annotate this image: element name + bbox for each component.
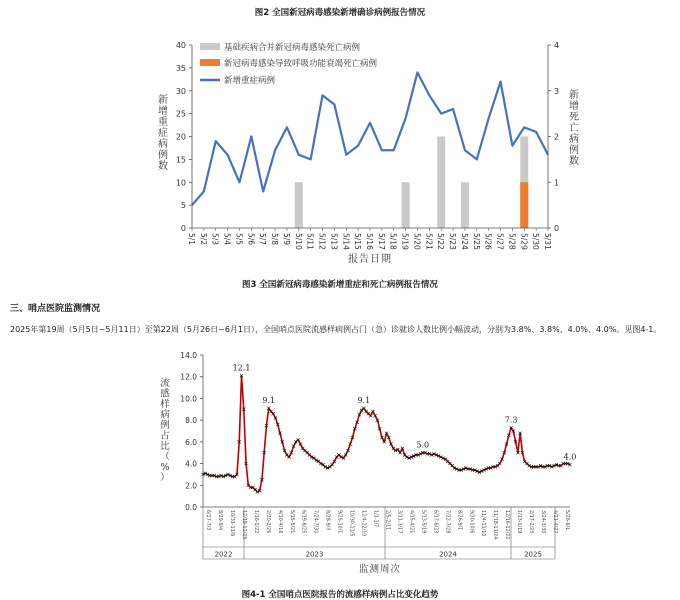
week-tick-label: 8/26-9/1 xyxy=(456,510,462,531)
body-paragraph: 2025年第19周（5月5日~5月11日）至第22周（5月26日~6月1日），全国哨点医院流感样病例占门（急）诊就诊人数比例小幅波动，分别为3.8%、3.8%、4.0%、4.0%。见图4-1。 xyxy=(10,325,662,334)
x-tick-label: 5/8 xyxy=(270,233,280,246)
x-title: 监测周次 xyxy=(358,564,402,575)
figure4-caption: 图4-1 全国哨点医院报告的流感样病例占比变化趋势 xyxy=(241,590,439,600)
figure3-caption: 图3 全国新冠病毒感染新增重症和死亡病例报告情况 xyxy=(242,280,438,290)
week-tick-label: 8/28-9/3 xyxy=(324,510,330,531)
week-tick-label: 2/17-2/23 xyxy=(528,510,534,534)
svg-text:亡: 亡 xyxy=(569,123,579,134)
x-tick-label: 5/9 xyxy=(281,233,291,246)
week-tick-label: 5/15-5/21 xyxy=(288,510,294,534)
x-tick-label: 5/11 xyxy=(305,233,315,250)
y-left-tick-label: 0 xyxy=(180,224,186,233)
svg-text:）: ） xyxy=(160,472,170,484)
week-tick-label: 4/10-4/16 xyxy=(276,510,282,534)
week-tick-label: 4/21-4/27 xyxy=(552,510,558,534)
week-tick-label: 2/5-2/11 xyxy=(384,510,390,531)
svg-text:感: 感 xyxy=(160,388,170,400)
week-tick-label: 11/18-11/24 xyxy=(492,510,498,540)
y-tick-label: 6.0 xyxy=(185,437,197,447)
week-tick-label: 12/4-12/10 xyxy=(360,510,366,537)
svg-text:比: 比 xyxy=(160,441,170,452)
svg-text:新冠病毒感染导致呼吸功能衰竭死亡病例: 新冠病毒感染导致呼吸功能衰竭死亡病例 xyxy=(224,59,378,69)
x-tick-label: 5/29 xyxy=(519,233,529,250)
y-left-tick-label: 35 xyxy=(175,63,186,73)
x-tick-label: 5/27 xyxy=(495,233,505,250)
svg-text:样: 样 xyxy=(160,399,170,410)
y-left-tick-label: 10 xyxy=(175,178,186,188)
year-label: 2024 xyxy=(439,550,457,559)
peak-annotation: 4.0 xyxy=(563,452,577,462)
x-tick-label: 5/16 xyxy=(365,233,374,250)
svg-text:数: 数 xyxy=(158,161,168,172)
week-tick-label: 3/11-3/17 xyxy=(396,510,402,534)
svg-text:病: 病 xyxy=(158,139,168,150)
x-tick-label: 5/25 xyxy=(471,233,481,250)
svg-text:新增重症病例: 新增重症病例 xyxy=(224,76,276,86)
figure2-caption: 图2 全国新冠病毒感染新增确诊病例报告情况 xyxy=(254,8,426,18)
x-tick-label: 5/5 xyxy=(234,233,244,246)
x-tick-label: 5/17 xyxy=(376,233,386,250)
week-tick-label: 10/30-11/5 xyxy=(348,510,354,537)
y-right-tick-label: 0 xyxy=(554,224,560,233)
week-tick-label: 1/13-1/19 xyxy=(516,510,522,534)
y-tick-label: 10.0 xyxy=(180,394,197,404)
peak-annotation: 7.3 xyxy=(504,415,518,425)
week-tick-label: 3/24-3/30 xyxy=(540,510,546,534)
peak-annotation: 9.1 xyxy=(262,396,276,406)
svg-text:增: 增 xyxy=(158,106,168,117)
y-left-tick-label: 5 xyxy=(180,201,186,211)
svg-text:（: （ xyxy=(160,451,170,463)
svg-text:新: 新 xyxy=(158,95,168,106)
y-tick-label: 2.0 xyxy=(185,481,197,491)
week-tick-label: 7/24-7/30 xyxy=(312,510,318,534)
x-tick-label: 5/21 xyxy=(424,233,434,250)
week-tick-label: 9/30-10/6 xyxy=(468,510,474,534)
y-left-tick-label: 25 xyxy=(175,109,186,119)
week-tick-label: 4/15-4/21 xyxy=(408,510,414,534)
year-label: 2022 xyxy=(214,550,233,559)
week-tick-label: 2/20-2/26 xyxy=(264,510,270,534)
x-tick-label: 5/4 xyxy=(222,233,232,246)
x-tick-label: 5/30 xyxy=(531,233,541,250)
year-label: 2025 xyxy=(524,550,542,559)
svg-text:病: 病 xyxy=(569,134,579,145)
x-tick-label: 5/28 xyxy=(507,233,517,250)
week-tick-label: 1/1-1/7 xyxy=(372,510,378,528)
y-tick-label: 8.0 xyxy=(185,416,197,426)
svg-text:例: 例 xyxy=(160,420,170,431)
x-tick-label: 5/22 xyxy=(436,233,446,250)
x-tick-label: 5/2 xyxy=(198,233,208,246)
y-tick-label: 12.0 xyxy=(180,372,197,382)
week-tick-label: 6/17-6/23 xyxy=(432,510,438,534)
y-left-tick-label: 30 xyxy=(175,86,186,96)
week-tick-label: 12/16-12/22 xyxy=(504,510,510,540)
x-tick-label: 5/20 xyxy=(412,233,422,250)
y-tick-label: 4.0 xyxy=(185,459,197,469)
y-left-tick-label: 20 xyxy=(175,132,186,142)
svg-text:%: % xyxy=(160,462,170,473)
y-right-tick-label: 2 xyxy=(554,132,560,142)
svg-text:数: 数 xyxy=(569,156,579,167)
svg-text:症: 症 xyxy=(158,128,168,139)
week-tick-label: 8/29-9/4 xyxy=(216,510,222,531)
week-tick-label: 5/13-5/19 xyxy=(420,510,426,534)
week-tick-label: 5/26-6/1 xyxy=(564,510,569,531)
y-left-tick-label: 40 xyxy=(175,41,186,50)
x-tick-label: 5/31 xyxy=(543,233,552,250)
week-tick-label: 12/19-12/25 xyxy=(240,510,246,540)
y-right-tick-label: 4 xyxy=(554,41,560,50)
y-left-tick-label: 15 xyxy=(175,155,186,165)
peak-annotation: 9.1 xyxy=(357,396,371,406)
svg-text:基础疾病合并新冠病毒感染死亡病例: 基础疾病合并新冠病毒感染死亡病例 xyxy=(224,43,361,53)
x-tick-label: 5/7 xyxy=(258,233,268,246)
peak-annotation: 12.1 xyxy=(232,363,251,373)
x-tick-label: 5/23 xyxy=(448,233,458,250)
svg-text:占: 占 xyxy=(160,430,170,442)
y-tick-label: 0.0 xyxy=(185,503,197,512)
x-tick-label: 5/24 xyxy=(459,233,469,250)
x-tick-label: 5/18 xyxy=(388,233,398,250)
x-tick-label: 5/19 xyxy=(400,233,410,250)
svg-text:流: 流 xyxy=(160,378,170,389)
x-tick-label: 5/1 xyxy=(187,233,196,246)
svg-text:例: 例 xyxy=(158,150,168,161)
x-tick-label: 5/3 xyxy=(210,233,220,246)
svg-text:例: 例 xyxy=(569,145,579,156)
series-line-ili xyxy=(203,376,570,492)
week-tick-label: 11/4-11/10 xyxy=(480,510,486,537)
y-title xyxy=(160,377,170,484)
year-label: 2023 xyxy=(305,550,324,559)
svg-text:增: 增 xyxy=(569,101,579,112)
svg-text:死: 死 xyxy=(569,112,579,123)
y-right-tick-label: 3 xyxy=(554,86,560,96)
x-tick-label: 5/15 xyxy=(353,233,363,250)
week-tick-label: 1/16-1/22 xyxy=(252,510,258,534)
x-tick-label: 5/10 xyxy=(293,233,303,250)
y-right-tick-label: 1 xyxy=(554,178,560,188)
x-tick-label: 5/13 xyxy=(329,233,339,250)
x-tick-label: 5/6 xyxy=(246,233,256,246)
week-tick-label: 6/27-7/3 xyxy=(205,510,210,531)
svg-text:病: 病 xyxy=(160,409,170,421)
x-tick-label: 5/12 xyxy=(317,233,327,250)
week-tick-label: 6/19-6/25 xyxy=(300,510,306,534)
svg-text:新: 新 xyxy=(569,90,579,101)
peak-annotation: 5.0 xyxy=(416,440,430,450)
week-tick-label: 9/25-10/1 xyxy=(336,510,342,534)
x-title: 报告日期 xyxy=(348,254,392,265)
week-tick-label: 7/22-7/28 xyxy=(444,510,450,534)
x-tick-label: 5/26 xyxy=(483,233,493,250)
svg-text:重: 重 xyxy=(158,117,168,128)
section-title: 三、哨点医院监测情况 xyxy=(10,304,101,314)
week-tick-label: 10/31-11/6 xyxy=(228,510,234,537)
x-tick-label: 5/14 xyxy=(341,233,351,250)
y-tick-label: 14.0 xyxy=(180,351,197,360)
